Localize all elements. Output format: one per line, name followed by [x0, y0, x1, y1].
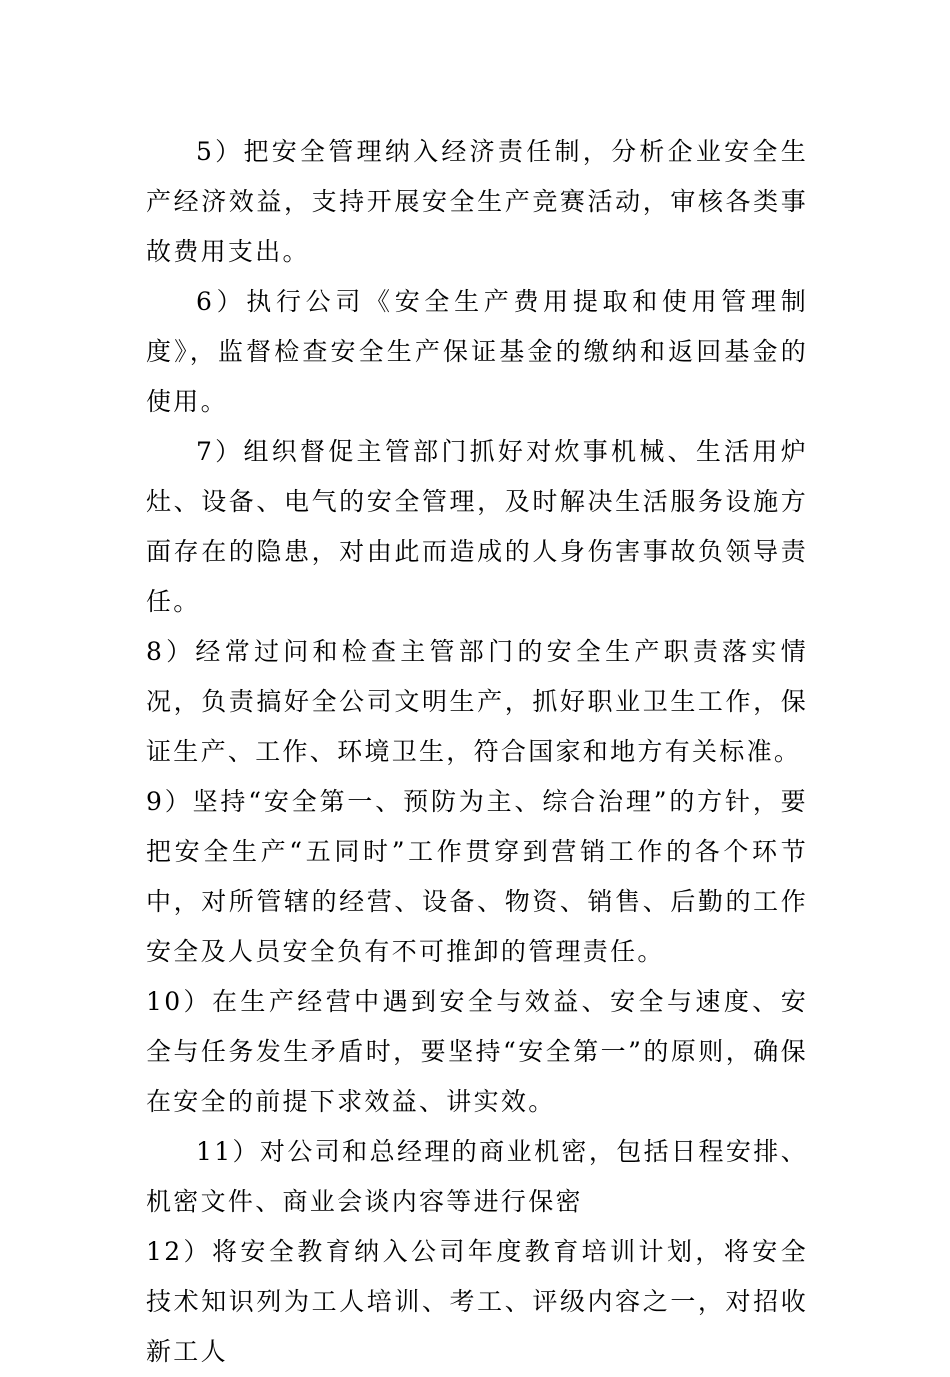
paragraph-item-12: 12）将安全教育纳入公司年度教育培训计划，将安全技术知识列为工人培训、考工、评级内容之一，对招收新工人	[146, 1237, 808, 1366]
paragraph-item-11: 11）对公司和总经理的商业机密，包括日程安排、机密文件、商业会谈内容等进行保密	[146, 1137, 808, 1216]
document-body	[146, 127, 808, 1377]
paragraph-item-9: 9）坚持“安全第一、预防为主、综合治理”的方针，要把安全生产“五同时”工作贯穿到营销工作的各个环节中，对所管辖的经营、设备、物资、销售、后勤的工作安全及人员安全负有不可推卸的管理责任。	[146, 787, 808, 966]
paragraph-item-6: 6）执行公司《安全生产费用提取和使用管理制度》，监督检查安全生产保证基金的缴纳和返回基金的使用。	[146, 287, 808, 416]
paragraph-item-7: 7）组织督促主管部门抓好对炊事机械、生活用炉灶、设备、电气的安全管理，及时解决生活服务设施方面存在的隐患，对由此而造成的人身伤害事故负领导责任。	[146, 437, 808, 616]
paragraph-item-8: 8）经常过问和检查主管部门的安全生产职责落实情况，负责搞好全公司文明生产，抓好职业卫生工作，保证生产、工作、环境卫生，符合国家和地方有关标准。	[146, 637, 808, 766]
paragraph-item-5: 5）把安全管理纳入经济责任制，分析企业安全生产经济效益，支持开展安全生产竞赛活动，审核各类事故费用支出。	[146, 137, 808, 266]
paragraph-item-10: 10）在生产经营中遇到安全与效益、安全与速度、安全与任务发生矛盾时，要坚持“安全第一”的原则，确保在安全的前提下求效益、讲实效。	[146, 987, 808, 1116]
